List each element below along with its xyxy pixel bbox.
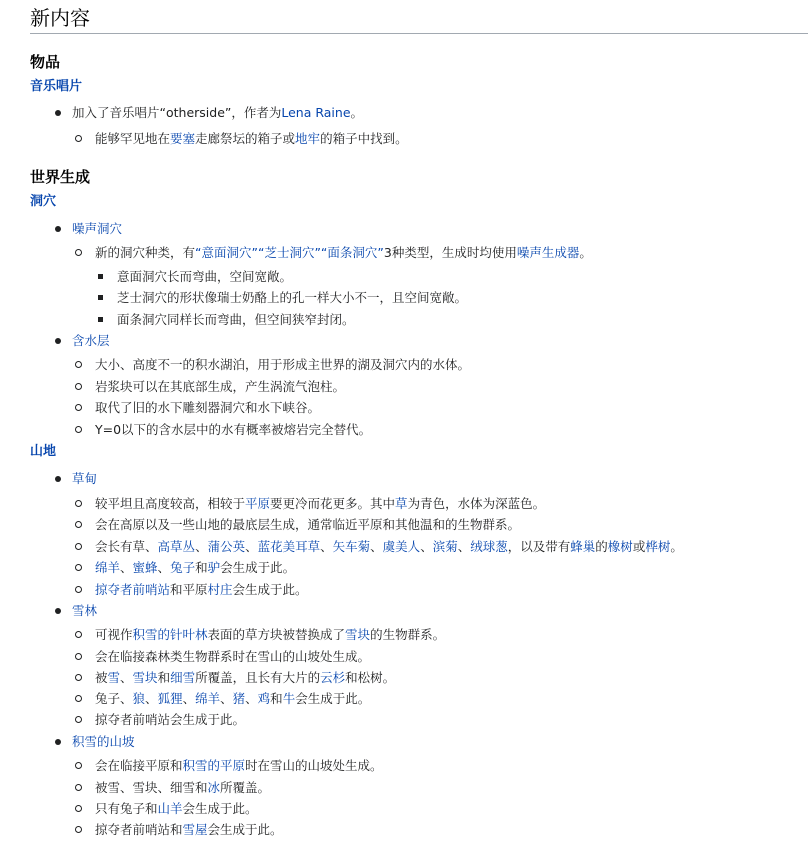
heading-caves[interactable]: 洞穴 — [30, 194, 57, 209]
text: 、 — [370, 539, 383, 554]
link-lena-raine[interactable]: Lena Raine — [281, 105, 351, 120]
text: 被雪、雪块、细雪和 — [95, 780, 208, 795]
link-azure-bluet[interactable]: 蓝花美耳草 — [257, 539, 321, 554]
link-tall-grass[interactable]: 高草丛 — [157, 539, 196, 554]
link-dungeon[interactable]: 地牢 — [295, 131, 321, 146]
text: 、 — [120, 691, 133, 706]
text: Y=0以下的含水层中的水有概率被熔岩完全替代。 — [95, 422, 372, 437]
text: 会在临接森林类生物群系时在雪山的山坡处生成。 — [95, 649, 371, 664]
text: 。 — [670, 539, 683, 554]
link-cheese-caves[interactable]: “芝士洞穴” — [257, 245, 321, 260]
text: 和平原 — [170, 582, 208, 597]
link-snowy-plains[interactable]: 积雪的平原 — [182, 758, 246, 773]
link-village[interactable]: 村庄 — [207, 582, 233, 597]
bullet-icon — [55, 110, 61, 116]
link-bee-nest[interactable]: 蜂巢 — [570, 539, 596, 554]
link-goat[interactable]: 山羊 — [157, 801, 183, 816]
text: 兔子 — [95, 691, 121, 706]
text: 的 — [595, 539, 608, 554]
link-oxeye-daisy[interactable]: 滨菊 — [432, 539, 458, 554]
text: 岩浆块可以在其底部生成，产生涡流气泡柱。 — [95, 379, 346, 394]
text: 。 — [350, 105, 364, 120]
link-allium[interactable]: 绒球葱 — [470, 539, 508, 554]
text: 的箱子中找到。 — [320, 131, 408, 146]
text: 会生成于此。 — [295, 691, 371, 706]
bullet-icon — [75, 631, 82, 638]
text: 、 — [195, 539, 208, 554]
text: 芝士洞穴的形状像瑞士奶酪上的孔一样大小不一，且空间宽敞。 — [117, 290, 468, 305]
bullet-icon — [75, 564, 82, 571]
text: 3种类型，生成时均使用 — [383, 245, 517, 260]
link-donkey[interactable]: 驴 — [207, 560, 221, 575]
text: 掠夺者前哨站会生成于此。 — [95, 712, 246, 727]
link-dandelion[interactable]: 蒲公英 — [207, 539, 246, 554]
link-snowy-slopes[interactable]: 积雪的山坡 — [72, 734, 135, 749]
text: 、 — [320, 539, 333, 554]
link-cornflower[interactable]: 矢车菊 — [332, 539, 371, 554]
text: 会在高原以及一些山地的最底层生成，通常临近平原和其他温和的生物群系。 — [95, 517, 521, 532]
bullet-icon — [75, 135, 82, 142]
bullet-icon — [75, 695, 82, 702]
text: 会在临接平原和 — [95, 758, 183, 773]
heading-mountains[interactable]: 山地 — [30, 444, 57, 459]
bullet-icon — [98, 317, 103, 322]
bullet-icon — [55, 476, 61, 482]
text: 草 — [132, 539, 146, 554]
text: 、 — [220, 691, 233, 706]
bullet-icon — [75, 716, 82, 723]
link-sheep[interactable]: 绵羊 — [95, 560, 121, 575]
link-snow[interactable]: 雪 — [107, 670, 121, 685]
text: 意面洞穴长而弯曲，空间宽敞。 — [117, 269, 293, 284]
bullet-icon — [75, 500, 82, 507]
text: 可视作 — [95, 627, 133, 642]
link-grass[interactable]: 草 — [395, 496, 408, 511]
link-noise-caves[interactable]: 噪声洞穴 — [72, 221, 123, 236]
text: 新的洞穴种类，有 — [95, 245, 196, 260]
bullet-icon — [75, 674, 82, 681]
link-birch[interactable]: 桦树 — [645, 539, 671, 554]
bullet-icon — [75, 805, 82, 812]
bullet-icon — [75, 249, 82, 256]
link-pig[interactable]: 猪 — [232, 691, 246, 706]
text: 面条洞穴同样长而弯曲，但空间狭窄封闭。 — [117, 312, 355, 327]
text: 、 — [120, 560, 133, 575]
text: 和 — [270, 691, 283, 706]
text: 、 — [120, 670, 133, 685]
text: 会长有 — [95, 539, 133, 554]
text: 和 — [195, 560, 208, 575]
link-stronghold[interactable]: 要塞 — [170, 131, 196, 146]
bullet-icon — [55, 739, 61, 745]
link-spruce[interactable]: 云杉 — [320, 670, 346, 685]
text: 会生成于此。 — [182, 801, 258, 816]
link-wolf[interactable]: 狼 — [132, 691, 146, 706]
heading-world-generation: 世界生成 — [30, 168, 91, 186]
link-fox[interactable]: 狐狸 — [157, 691, 183, 706]
link-powder-snow[interactable]: 细雪 — [170, 670, 196, 685]
text: 被 — [95, 670, 108, 685]
link-rabbit[interactable]: 兔子 — [170, 560, 196, 575]
text: 所覆盖，且长有大片的 — [195, 670, 321, 685]
bullet-icon — [75, 762, 82, 769]
text: 大小、高度不一的积水湖泊，用于形成主世界的湖及洞穴内的水体。 — [95, 357, 471, 372]
text: 、 — [145, 539, 158, 554]
link-snowy-taiga[interactable]: 积雪的针叶林 — [132, 627, 208, 642]
link-igloo[interactable]: 雪屋 — [182, 822, 208, 837]
text: 和 — [157, 670, 171, 685]
bullet-icon — [98, 295, 103, 300]
bullet-icon — [98, 274, 103, 279]
text: 水体 — [457, 496, 483, 511]
heading-music-disc[interactable]: 音乐唱片 — [30, 79, 83, 94]
text: 会生成于此。 — [207, 822, 283, 837]
link-snow-block[interactable]: 雪块 — [345, 627, 371, 642]
text: 加入了音乐唱片“otherside”，作者为 — [72, 105, 282, 120]
bullet-icon — [75, 784, 82, 791]
link-aquifer[interactable]: 含水层 — [72, 333, 110, 348]
text: ，以及带有 — [507, 539, 571, 554]
bullet-icon — [75, 653, 82, 660]
link-spaghetti-caves[interactable]: “意面洞穴” — [195, 245, 258, 260]
link-chicken[interactable]: 鸡 — [257, 691, 271, 706]
heading-items: 物品 — [30, 53, 61, 71]
bullet-icon — [75, 586, 82, 593]
bullet-icon — [75, 826, 82, 833]
bullet-icon — [75, 404, 82, 411]
link-snow-block[interactable]: 雪块 — [132, 670, 158, 685]
text: 。 — [579, 245, 592, 260]
link-grove[interactable]: 雪林 — [72, 603, 98, 618]
text: 所覆盖。 — [220, 780, 271, 795]
bullet-icon — [75, 383, 82, 390]
bullet-icon — [75, 543, 82, 550]
text: 、 — [420, 539, 433, 554]
link-noise-generator[interactable]: 噪声生成器 — [516, 245, 580, 260]
text: 、 — [457, 539, 471, 554]
text: 和松树。 — [345, 670, 396, 685]
link-poppy[interactable]: 虞美人 — [382, 539, 421, 554]
text: 、 — [145, 691, 158, 706]
text: 、 — [245, 539, 258, 554]
link-plains[interactable]: 平原 — [245, 496, 271, 511]
text: 掠夺者前哨站和 — [95, 822, 183, 837]
link-pillager-outpost[interactable]: 掠夺者前哨站 — [95, 582, 171, 597]
bullet-icon — [55, 608, 61, 614]
text: 时在雪山的山坡处生成。 — [245, 758, 383, 773]
bullet-icon — [75, 521, 82, 528]
text: 能够罕见地在 — [95, 131, 171, 146]
link-oak[interactable]: 橡树 — [607, 539, 633, 554]
text: 走廊祭坛的箱子或 — [195, 131, 296, 146]
text: 会生成于此。 — [232, 582, 308, 597]
bullet-icon — [55, 226, 61, 232]
text: 的生物群系。 — [370, 627, 446, 642]
text: 取代了旧的水下雕刻器洞穴和水下峡谷。 — [95, 400, 321, 415]
bullet-icon — [75, 426, 82, 433]
text: 、 — [245, 691, 258, 706]
section-title: 新内容 — [30, 6, 808, 34]
link-ice[interactable]: 冰 — [207, 780, 221, 795]
link-bee[interactable]: 蜜蜂 — [132, 560, 158, 575]
text: 、 — [182, 691, 196, 706]
link-meadow[interactable]: 草甸 — [72, 471, 98, 486]
link-noodle-caves[interactable]: “面条洞穴” — [320, 245, 384, 260]
link-sheep[interactable]: 绵羊 — [195, 691, 221, 706]
bullet-icon — [75, 361, 82, 368]
text: 、 — [157, 560, 171, 575]
text: 会生成于此。 — [220, 560, 296, 575]
text: 为深蓝色。 — [482, 496, 546, 511]
bullet-icon — [55, 338, 61, 344]
text: 或 — [632, 539, 646, 554]
text: 要更冷而花更多。其中 — [270, 496, 396, 511]
text: 为青色， — [407, 496, 458, 511]
text: 只有兔子和 — [95, 801, 158, 816]
link-cow[interactable]: 牛 — [282, 691, 296, 706]
text: 较平坦且高度较高，相较于 — [95, 496, 246, 511]
text: 表面的草方块被替换成了 — [207, 627, 346, 642]
